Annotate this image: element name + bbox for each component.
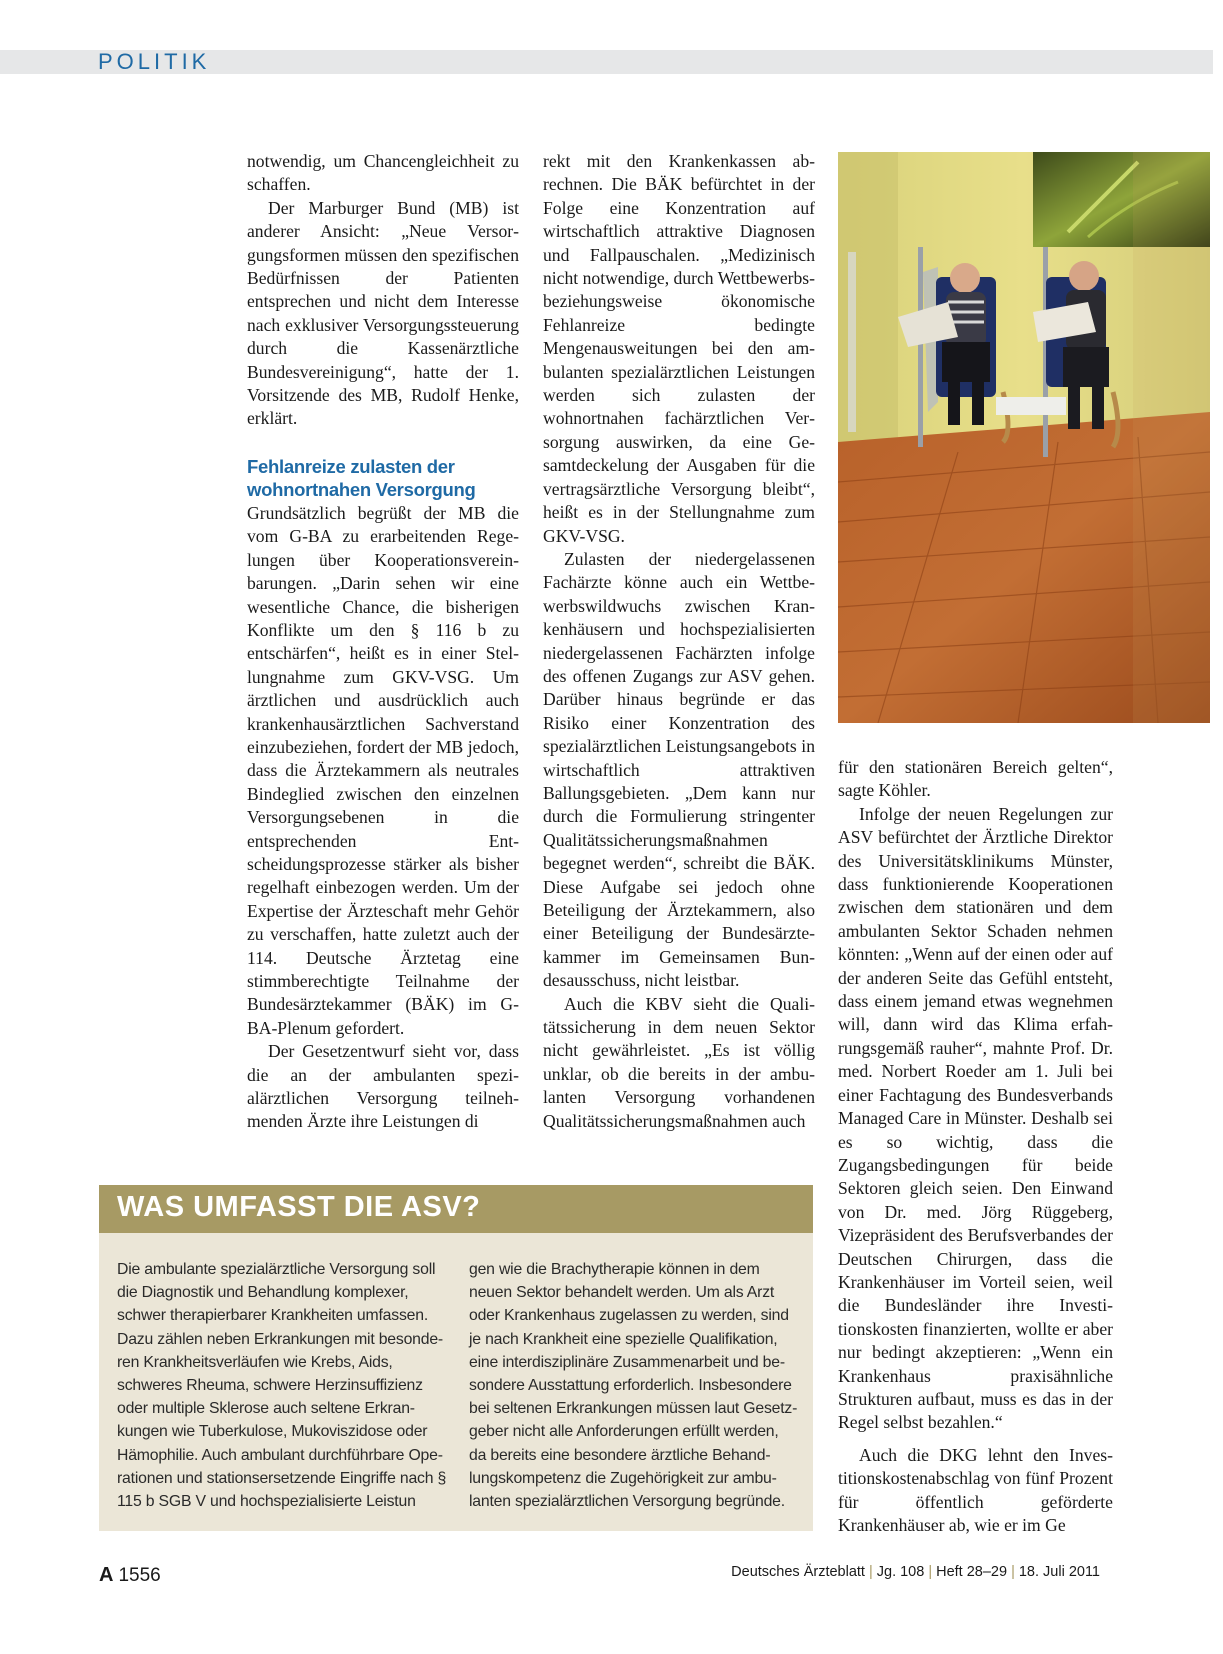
separator: | [928, 1564, 933, 1580]
publication-date: 18. Juli 2011 [1018, 1564, 1100, 1580]
subheading: Fehlanreize zulasten der wohnortnahen Versorgung [247, 455, 476, 501]
paragraph: Grundsätzlich begrüßt der MB die vom G-BA zu erarbeitenden Regelungen über Kooperationsvereinbarungen. „Darin sehen wir eine wesentliche Chance, die bisherigen Konflikte um den § 116 b zu entschärfen“, heißt es in einer Stellungnahme zum GKV-VSG. Um ärztlichen und ausdrücklich auch krankenhausärztlichen Sachverstand einzubeziehen, fordert der MB jedoch, dass die Ärztekammern als neutrales Bindeglied zwischen den einzelnen Versorgungsebenen in die entsprechenden Entscheidungsprozesse stärker als bisher regelhaft einbezogen werden. Um der Expertise der Ärzteschaft mehr Gehör zu verschaffen, hatte zuletzt auch der 114. Deutsche Ärztetag eine stimmberechtigte Teilnahme der Bundesärztekammer (BÄK) im G-BA-Plenum gefordert. [247, 502, 519, 1038]
section-label: POLITIK [98, 49, 211, 74]
paragraph: Zulasten der niedergelassenen Fachärzte könne auch ein Wettbewerbswildwuchs zwischen Krankenhäusern und hochspezialisierten niedergelassenen Fachärzten infolge des offenen Zugangs zur ASV gehen. Darüber hinaus begründe er das Risiko einer Konzentration des spezialärztlichen Leistungsangebots in wirtschaftlich attraktiven Ballungsgebieten. „Dem kann nur durch die Formulierung stringenter Qualitätssicherungsmaßnahmen begegnet werden“, schreibt die BÄK. Diese Aufgabe sei jedoch ohne Beteiligung der Ärztekammern, also einer Beteiligung der Bundesärztekammer im Gemeinsamen Bundesausschuss, nicht leistbar. [543, 548, 815, 991]
paragraph: Der Marburger Bund (MB) ist anderer Ansicht: „Neue Versorgungsformen müssen den spezifischen Bedürfnissen der Patienten entsprechen und nicht dem Interesse nach exklusiver Versorgungssteuerung durch die Kassenärztliche Bundesvereinigung“, hatte der 1. Vorsitzende des MB, Rudolf Henke, erklärt. [247, 197, 519, 429]
article-column-2 [543, 150, 815, 1133]
separator: | [1011, 1564, 1015, 1580]
publication-info [731, 1564, 1100, 1580]
paragraph: notwendig, um Chancengleichheit zu schaffen. [247, 151, 519, 195]
paragraph: rekt mit den Krankenkassen abrechnen. Die BÄK befürchtet in der Folge eine Konzentration auf wirtschaftlich attraktive Diagnosen und Fallpauschalen. „Medizinisch nicht notwendige, durch Wettbewerbs- beziehungsweise ökonomische Fehlanreize bedingte Mengenausweitungen bei den ambulanten spezialärztlichen Leistungen werden sich zulasten der wohnortnahen fachärztlichen Versorgung auswirken, da eine Gesamtdeckelung der Ausgaben für die vertragsärztliche Versorgung bleibt“, heißt es in der Stellungnahme zum GKV-VSG. [543, 151, 815, 546]
info-box-title: WAS UMFASST DIE ASV? [117, 1191, 481, 1223]
paragraph: Auch die KBV sieht die Qualitätssicherung in dem neuen Sektor nicht gewährleistet. „Es ist völlig unklar, ob die bereits in der ambulanten Versorgung vorhandenen Qualitätssicherungsmaßnahmen auch [543, 993, 815, 1131]
page-prefix: A [99, 1564, 114, 1586]
separator: | [868, 1564, 873, 1580]
article-photo [838, 152, 1210, 723]
journal-issue: Heft 28–29 [936, 1564, 1008, 1580]
journal-name: Deutsches Ärzteblatt [731, 1564, 865, 1580]
info-box [99, 1185, 813, 1531]
article-column-1 [247, 150, 519, 1134]
info-box-text-left: Die ambulante spezialärztliche Versorgung soll die Diagnostik und Behandlung komplexer, schwer therapierbarer Krankheiten umfassen. Dazu zählen neben Erkrankungen mit besonderen Krankheitsverläufen wie Krebs, Aids, schweres Rheuma, schwere Herzinsuffizienz oder multiple Sklerose auch seltene Erkrankungen wie Tuberkulose, Mukoviszidose oder Hämophilie. Auch ambulant durchführbare Operationen und stationsersetzende Eingriffe nach § 115 b SGB V und hochspezialisierte Leistun [117, 1261, 447, 1511]
paragraph: Infolge der neuen Regelungen zur ASV befürchtet der Ärztliche Direktor des Universitätsklinikums Münster, dass funktionierende Kooperationen zwischen dem stationären und dem ambulanten Sektor Schaden nehmen könnten: „Wenn auf der einen oder auf der anderen Seite das Gefühl entsteht, dass einem jemand etwas wegnehmen will, dann wird das Klima erfahrungsgemäß rauher“, mahnte Prof. Dr. med. Norbert Roeder am 1. Juli bei einer Fachtagung des Bundesverbands Managed Care in Münster. Deshalb sei es so wichtig, dass die Zugangsbedingungen für beide Sektoren gleich seien. Den Einwand von Dr. med. Jörg Rüggeberg, Vizepräsident des Berufsverbandes der Deutschen Chirurgen, dass die Krankenhäuser im Vorteil seien, weil die Bundesländer ihre Investitionskosten finanzierten, wollte er aber nur bedingt akzeptieren: „Wenn ein Krankenhaus praxisähnliche Strukturen aufbaut, muss es das in der Regel selbst bezahlen.“ [838, 803, 1113, 1433]
journal-volume: Jg. 108 [876, 1564, 925, 1580]
page-number-value: 1556 [118, 1565, 161, 1586]
info-box-header [99, 1185, 813, 1233]
paragraph: Der Gesetzentwurf sieht vor, dass die an der ambulanten spezialärztlichen Versorgung teilnehmenden Ärzte ihre Leistungen di [247, 1041, 519, 1132]
info-box-text-right: gen wie die Brachytherapie können in dem neuen Sektor behandelt werden. Um als Arzt oder Krankenhaus zugelassen zu werden, sind je nach Krankheit eine spezielle Qualifikation, eine interdisziplinäre Zusammenarbeit und besondere Ausstattung erforderlich. Insbesondere bei seltenen Erkrankungen müssen laut Gesetzgeber nicht alle Anforderungen erfüllt werden, da bereits eine besondere ärztliche Behandlungskompetenz die Zugehörigkeit zur ambulanten spezialärztlichen Versorgung begründe. [469, 1261, 798, 1511]
paragraph: Auch die DKG lehnt den Investitionskostenabschlag von fünf Prozent für öffentlich geförderte Krankenhäuser ab, wie er im Ge [838, 1444, 1113, 1535]
page-number [99, 1564, 161, 1587]
article-column-3 [838, 756, 1113, 1537]
paragraph: für den stationären Bereich gelten“, sagte Köhler. [838, 757, 1113, 801]
